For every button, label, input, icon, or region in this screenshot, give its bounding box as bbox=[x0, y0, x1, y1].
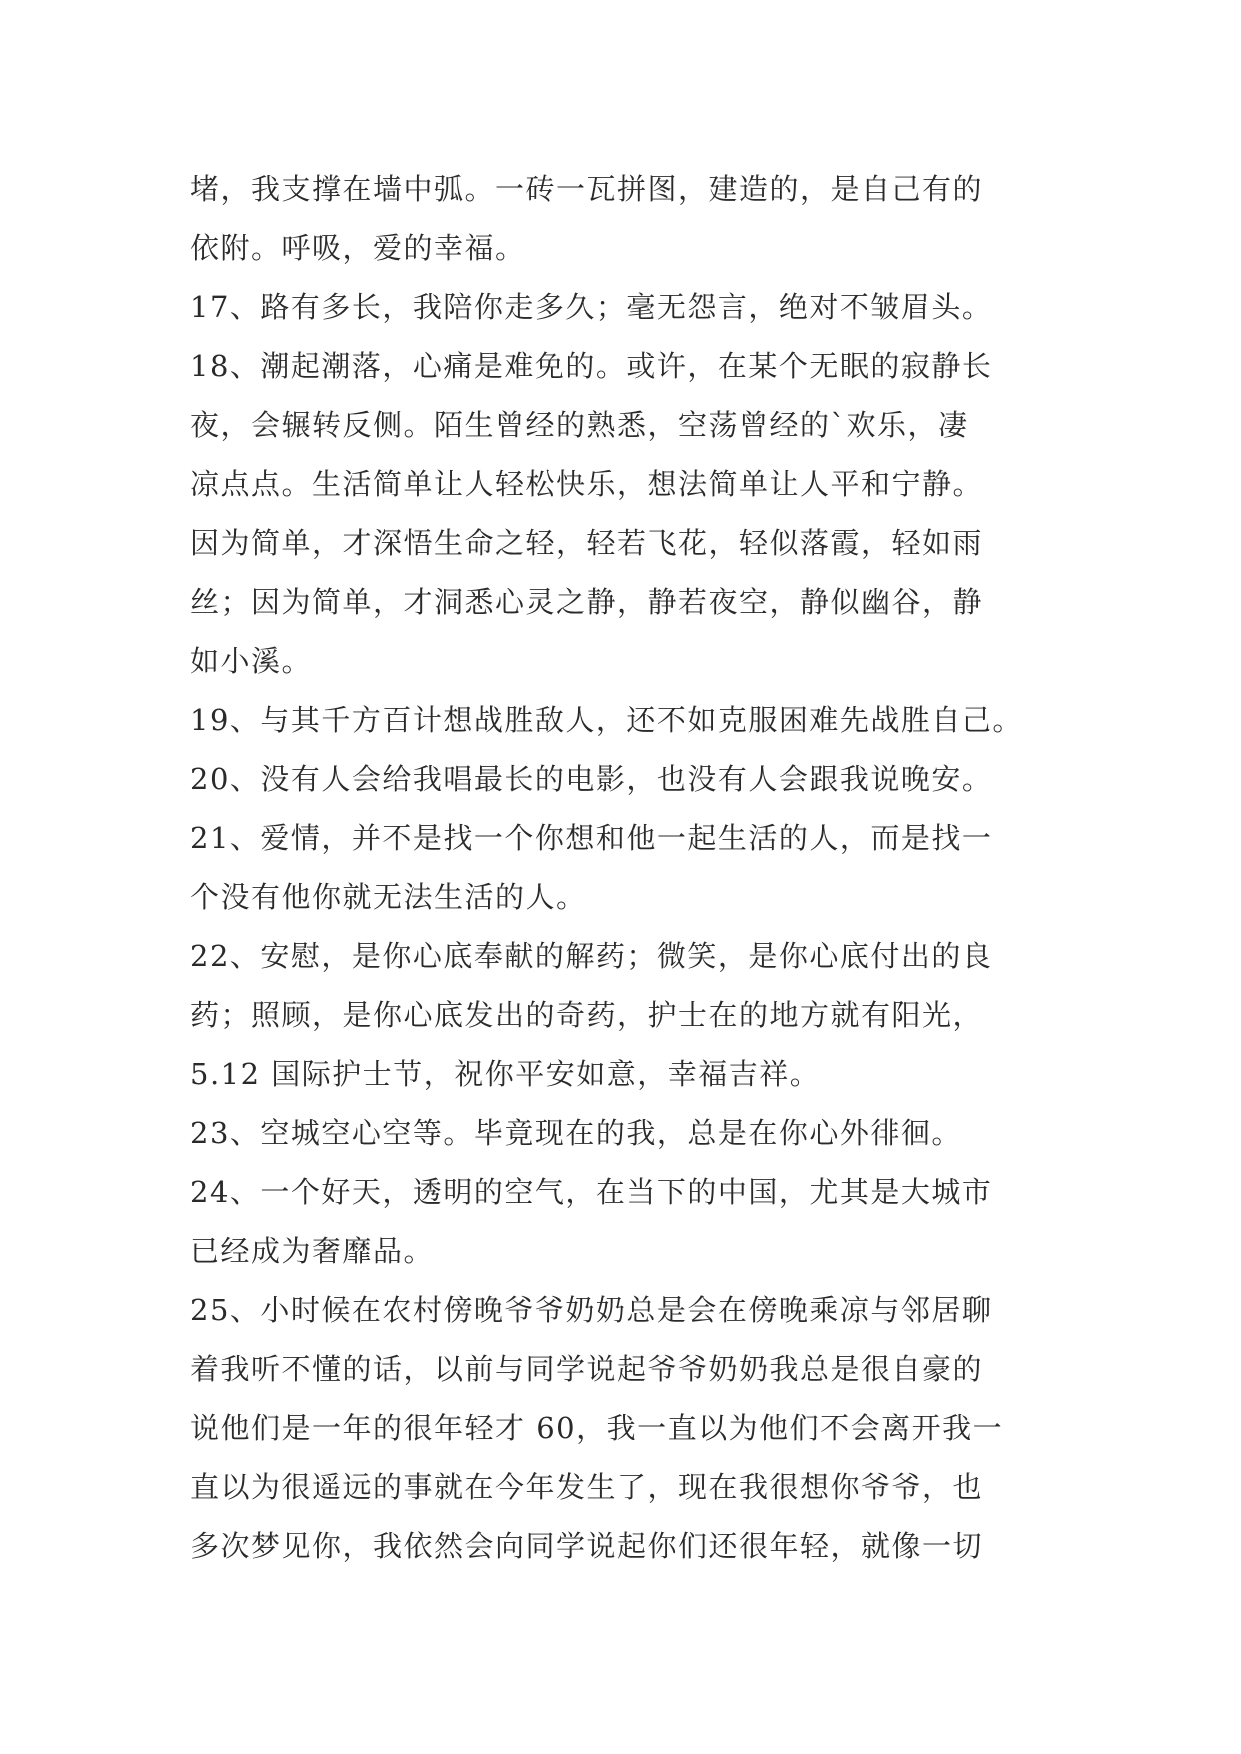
text-line: 说他们是一年的很年轻才 60，我一直以为他们不会离开我一 bbox=[190, 1411, 1004, 1445]
text-line: 17、路有多长，我陪你走多久；毫无怨言，绝对不皱眉头。 bbox=[190, 290, 993, 324]
text-line: 19、与其千方百计想战胜敌人，还不如克服困难先战胜自己。 bbox=[190, 703, 1023, 737]
text-line: 丝；因为简单，才洞悉心灵之静，静若夜空，静似幽谷，静 bbox=[190, 585, 984, 619]
text-line: 已经成为奢靡品。 bbox=[190, 1234, 435, 1268]
text-line: 凉点点。生活简单让人轻松快乐，想法简单让人平和宁静。 bbox=[190, 467, 984, 501]
text-line: 25、小时候在农村傍晚爷爷奶奶总是会在傍晚乘凉与邻居聊 bbox=[190, 1293, 993, 1327]
text-line: 21、爱情，并不是找一个你想和他一起生活的人，而是找一 bbox=[190, 821, 993, 855]
text-line: 22、安慰，是你心底奉献的解药；微笑，是你心底付出的良 bbox=[190, 939, 993, 973]
text-line: 23、空城空心空等。毕竟现在的我，总是在你心外徘徊。 bbox=[190, 1116, 962, 1150]
text-line: 24、一个好天，透明的空气，在当下的中国，尤其是大城市 bbox=[190, 1175, 993, 1209]
text-line: 因为简单，才深悟生命之轻，轻若飞花，轻似落霞，轻如雨 bbox=[190, 526, 984, 560]
text-line: 药；照顾，是你心底发出的奇药，护士在的地方就有阳光， bbox=[190, 998, 984, 1032]
text-line: 5.12 国际护士节，祝你平安如意，幸福吉祥。 bbox=[190, 1057, 821, 1091]
text-line: 堵，我支撑在墙中弧。一砖一瓦拼图，建造的，是自己有的 bbox=[190, 172, 984, 206]
text-line: 夜，会辗转反侧。陌生曾经的熟悉，空荡曾经的`欢乐，凄 bbox=[190, 408, 969, 442]
text-line: 18、潮起潮落，心痛是难免的。或许，在某个无眠的寂静长 bbox=[190, 349, 993, 383]
text-line: 直以为很遥远的事就在今年发生了，现在我很想你爷爷，也 bbox=[190, 1470, 984, 1504]
document-body bbox=[190, 160, 1070, 1576]
text-line: 依附。呼吸，爱的幸福。 bbox=[190, 231, 526, 265]
text-line: 个没有他你就无法生活的人。 bbox=[190, 880, 587, 914]
text-line: 多次梦见你，我依然会向同学说起你们还很年轻，就像一切 bbox=[190, 1529, 984, 1563]
text-line: 20、没有人会给我唱最长的电影，也没有人会跟我说晚安。 bbox=[190, 762, 993, 796]
text-line: 如小溪。 bbox=[190, 644, 313, 678]
text-line: 着我听不懂的话，以前与同学说起爷爷奶奶我总是很自豪的 bbox=[190, 1352, 984, 1386]
